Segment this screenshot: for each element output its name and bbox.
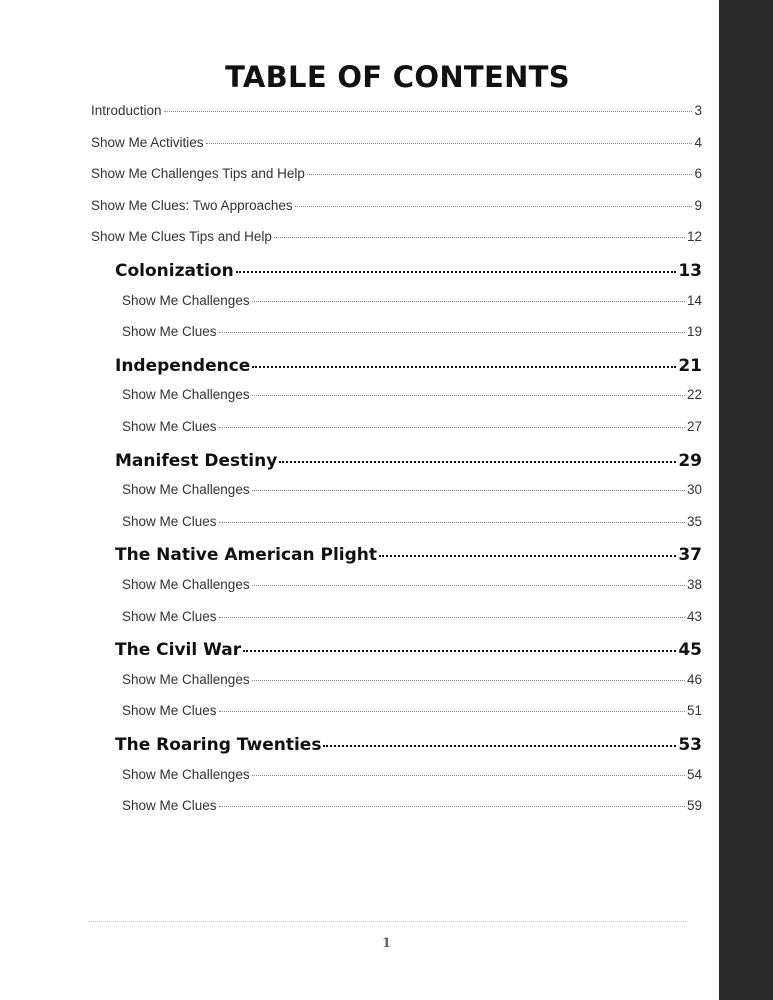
dot-leader <box>379 555 676 557</box>
toc-entry-sub[interactable] <box>122 387 702 417</box>
toc-entry-top[interactable] <box>91 103 702 133</box>
entry-page: 37 <box>678 545 702 566</box>
entry-label: Show Me Clues Tips and Help <box>91 229 272 245</box>
entry-page: 21 <box>678 355 702 376</box>
dot-leader <box>243 650 676 652</box>
entry-page: 22 <box>686 387 702 403</box>
toc-entry-top[interactable] <box>91 198 702 228</box>
dot-leader <box>206 143 693 144</box>
toc-entry-sec[interactable] <box>115 735 702 765</box>
dot-leader <box>307 174 693 175</box>
entry-page: 29 <box>678 450 702 471</box>
entry-page: 14 <box>686 292 702 308</box>
dot-leader <box>236 271 677 273</box>
entry-label: Show Me Challenges Tips and Help <box>91 166 305 182</box>
dot-leader <box>219 806 685 807</box>
toc-entry-sub[interactable] <box>122 324 702 354</box>
dot-leader <box>252 490 685 491</box>
entry-label: Show Me Clues <box>122 608 217 624</box>
entry-label: Show Me Clues <box>122 513 217 529</box>
entry-page: 46 <box>686 671 702 687</box>
entry-page: 59 <box>686 798 702 814</box>
entry-label: The Native American Plight <box>115 545 378 566</box>
toc-entry-sec[interactable] <box>115 451 702 481</box>
toc-entry-top[interactable] <box>91 166 702 196</box>
toc-entry-sec[interactable] <box>115 261 702 291</box>
entry-page: 53 <box>678 735 702 755</box>
entry-label: Show Me Challenges <box>122 766 250 782</box>
entry-label: Colonization <box>115 261 234 281</box>
toc-entry-sec[interactable] <box>115 356 702 386</box>
toc-entry-top[interactable] <box>91 135 702 165</box>
entry-page: 12 <box>686 229 702 245</box>
entry-page: 43 <box>686 608 702 624</box>
entry-label: Show Me Clues <box>122 798 217 814</box>
entry-page: 6 <box>694 166 702 182</box>
dot-leader <box>219 617 685 618</box>
entry-label: Show Me Challenges <box>122 671 250 687</box>
toc-entry-top[interactable] <box>91 229 702 259</box>
entry-label: Show Me Clues <box>122 419 217 434</box>
entry-page: 9 <box>694 197 702 213</box>
toc-entry-sub[interactable] <box>122 293 702 323</box>
toc-entry-sub[interactable] <box>122 703 702 733</box>
entry-page: 13 <box>678 261 702 281</box>
dot-leader <box>252 366 676 368</box>
entry-label: The Civil War <box>115 640 242 661</box>
entry-label: Introduction <box>91 103 162 118</box>
entry-label: Show Me Activities <box>91 134 204 150</box>
entry-page: 35 <box>686 513 702 529</box>
entry-label: Show Me Clues <box>122 324 217 340</box>
dot-leader <box>219 711 685 712</box>
toc-entry-sub[interactable] <box>122 672 702 702</box>
entry-label: The Roaring Twenties <box>115 735 322 755</box>
entry-page: 54 <box>686 766 702 782</box>
toc-entry-sub[interactable] <box>122 514 702 544</box>
toc-entry-sub[interactable] <box>122 798 702 828</box>
entry-label: Manifest Destiny <box>115 450 278 471</box>
entry-label: Show Me Clues: Two Approaches <box>91 197 293 213</box>
dot-leader <box>252 301 685 302</box>
entry-label: Show Me Challenges <box>122 387 250 403</box>
dot-leader <box>219 427 685 428</box>
dot-leader <box>252 680 685 681</box>
entry-page: 4 <box>694 134 702 150</box>
toc-entry-sub[interactable] <box>122 577 702 607</box>
dot-leader <box>252 395 685 396</box>
toc-entry-sub[interactable] <box>122 609 702 639</box>
entry-page: 3 <box>694 103 702 118</box>
entry-label: Independence <box>115 355 251 376</box>
entry-page: 51 <box>686 703 702 719</box>
toc-entry-sec[interactable] <box>115 545 702 575</box>
entry-label: Show Me Challenges <box>122 482 250 498</box>
dot-leader <box>219 332 685 333</box>
toc-entry-sub[interactable] <box>122 767 702 797</box>
toc-entry-sub[interactable] <box>122 482 702 512</box>
entry-label: Show Me Clues <box>122 703 217 719</box>
footer-divider <box>88 921 688 922</box>
entry-page: 38 <box>686 577 702 592</box>
dot-leader <box>164 111 693 112</box>
dot-leader <box>252 585 685 586</box>
dot-leader <box>323 745 676 747</box>
entry-label: Show Me Challenges <box>122 292 250 308</box>
dot-leader <box>219 522 685 523</box>
entry-page: 19 <box>686 324 702 340</box>
entry-page: 45 <box>678 640 702 661</box>
dot-leader <box>279 461 676 463</box>
entry-page: 30 <box>686 482 702 498</box>
page-title: TABLE OF CONTENTS <box>225 60 570 94</box>
dot-leader <box>274 237 685 238</box>
toc-entry-sec[interactable] <box>115 640 702 670</box>
dot-leader <box>252 775 685 776</box>
entry-label: Show Me Challenges <box>122 577 250 592</box>
toc-entry-sub[interactable] <box>122 419 702 449</box>
page-number: 1 <box>381 936 392 951</box>
dark-side-panel <box>719 0 773 1000</box>
dot-leader <box>295 206 693 207</box>
entry-page: 27 <box>686 419 702 434</box>
